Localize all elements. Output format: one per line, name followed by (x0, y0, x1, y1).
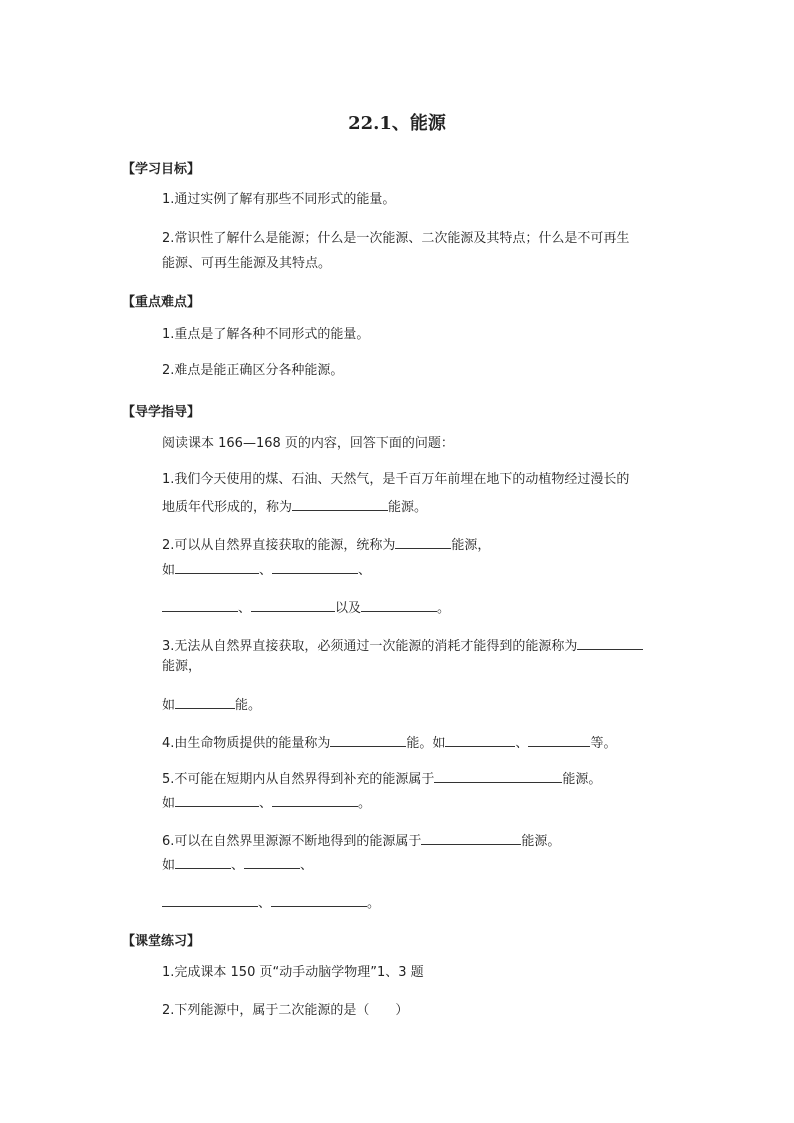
blank-bio-energy[interactable] (330, 733, 406, 747)
blank-primary-example-3[interactable] (162, 598, 238, 612)
question-5-suffix: 能源。 (562, 772, 602, 787)
period: 。 (367, 896, 381, 911)
question-4-mid: 能。如 (406, 736, 446, 751)
question-2-line1 (162, 535, 490, 554)
blank-primary-example-2[interactable] (272, 560, 358, 574)
question-2-line2 (162, 560, 371, 579)
question-5-prefix: 5.不可能在短期内从自然界得到补充的能源属于 (162, 772, 435, 787)
objective-2-line2: 能源、可再生能源及其特点。 (162, 256, 332, 271)
period: 。 (437, 601, 451, 616)
practice-2: 2.下列能源中，属于二次能源的是（ ） (162, 1003, 409, 1018)
blank-nonrenewable-example-2[interactable] (272, 793, 358, 807)
key-point-1: 1.重点是了解各种不同形式的能量。 (162, 327, 370, 342)
section-heading-practice: 【课堂练习】 (122, 934, 201, 949)
separator: 、 (358, 563, 372, 578)
blank-renewable-energy[interactable] (421, 831, 521, 845)
question-6-line1 (162, 831, 560, 850)
blank-primary-example-5[interactable] (361, 598, 437, 612)
question-3-line1 (162, 636, 643, 655)
question-3-example-suffix: 能。 (235, 698, 262, 713)
blank-bio-example-1[interactable] (445, 733, 515, 747)
question-2-suffix: 能源， (451, 538, 491, 553)
page-title: 22.1、能源 (348, 113, 446, 134)
question-6-suffix: 能源。 (521, 834, 561, 849)
question-2-prefix: 2.可以从自然界直接获取的能源，统称为 (162, 538, 396, 553)
question-3-example-prefix: 如 (162, 698, 176, 713)
blank-fossil-energy[interactable] (292, 497, 388, 511)
blank-bio-example-2[interactable] (528, 733, 590, 747)
separator: 、 (300, 858, 314, 873)
section-heading-key-points: 【重点难点】 (122, 295, 201, 310)
separator: 、 (259, 563, 273, 578)
question-3-line2: 能源， (162, 659, 202, 674)
blank-nonrenewable-example-1[interactable] (175, 793, 259, 807)
blank-renewable-example-3[interactable] (162, 893, 258, 907)
separator: 、 (515, 736, 529, 751)
separator: 、 (258, 896, 272, 911)
question-6-example-prefix: 如 (162, 858, 176, 873)
question-4-suffix: 等。 (590, 736, 617, 751)
section-heading-objectives: 【学习目标】 (122, 162, 201, 177)
period: 。 (358, 796, 372, 811)
blank-renewable-example-4[interactable] (271, 893, 367, 907)
practice-1: 1.完成课本 150 页“动手动脑学物理”1、3 题 (162, 965, 424, 980)
blank-secondary-energy[interactable] (577, 636, 643, 650)
separator: 、 (231, 858, 245, 873)
section-heading-guide: 【导学指导】 (122, 405, 201, 420)
question-6-line3 (162, 893, 380, 912)
separator: 、 (238, 601, 252, 616)
question-2-example-prefix: 如 (162, 563, 176, 578)
question-5-line1 (162, 769, 601, 788)
key-point-2: 2.难点是能正确区分各种能源。 (162, 363, 344, 378)
blank-primary-example-4[interactable] (251, 598, 335, 612)
question-3-line3 (162, 695, 261, 714)
blank-primary-example-1[interactable] (175, 560, 259, 574)
separator: 、 (259, 796, 273, 811)
blank-renewable-example-1[interactable] (175, 855, 231, 869)
objective-2-line1: 2.常识性了解什么是能源；什么是一次能源、二次能源及其特点；什么是不可再生 (162, 231, 630, 246)
question-1-prefix: 地质年代形成的，称为 (162, 500, 293, 515)
blank-renewable-example-2[interactable] (244, 855, 300, 869)
and-text: 以及 (335, 601, 362, 616)
blank-secondary-example[interactable] (175, 695, 235, 709)
question-5-example-prefix: 如 (162, 796, 176, 811)
guide-intro: 阅读课本 166—168 页的内容，回答下面的问题： (162, 436, 454, 451)
question-1-line2 (162, 497, 427, 516)
question-1-line1: 1.我们今天使用的煤、石油、天然气，是千百万年前埋在地下的动植物经过漫长的 (162, 472, 630, 487)
question-4 (162, 733, 616, 752)
question-6-prefix: 6.可以在自然界里源源不断地得到的能源属于 (162, 834, 422, 849)
question-5-line2 (162, 793, 371, 812)
question-3-prefix: 3.无法从自然界直接获取，必须通过一次能源的消耗才能得到的能源称为 (162, 639, 578, 654)
blank-primary-energy[interactable] (395, 535, 451, 549)
question-1-suffix: 能源。 (388, 500, 428, 515)
question-4-prefix: 4.由生命物质提供的能量称为 (162, 736, 331, 751)
question-2-line3 (162, 598, 450, 617)
objective-1: 1.通过实例了解有那些不同形式的能量。 (162, 192, 396, 207)
blank-nonrenewable-energy[interactable] (434, 769, 562, 783)
question-6-line2 (162, 855, 313, 874)
